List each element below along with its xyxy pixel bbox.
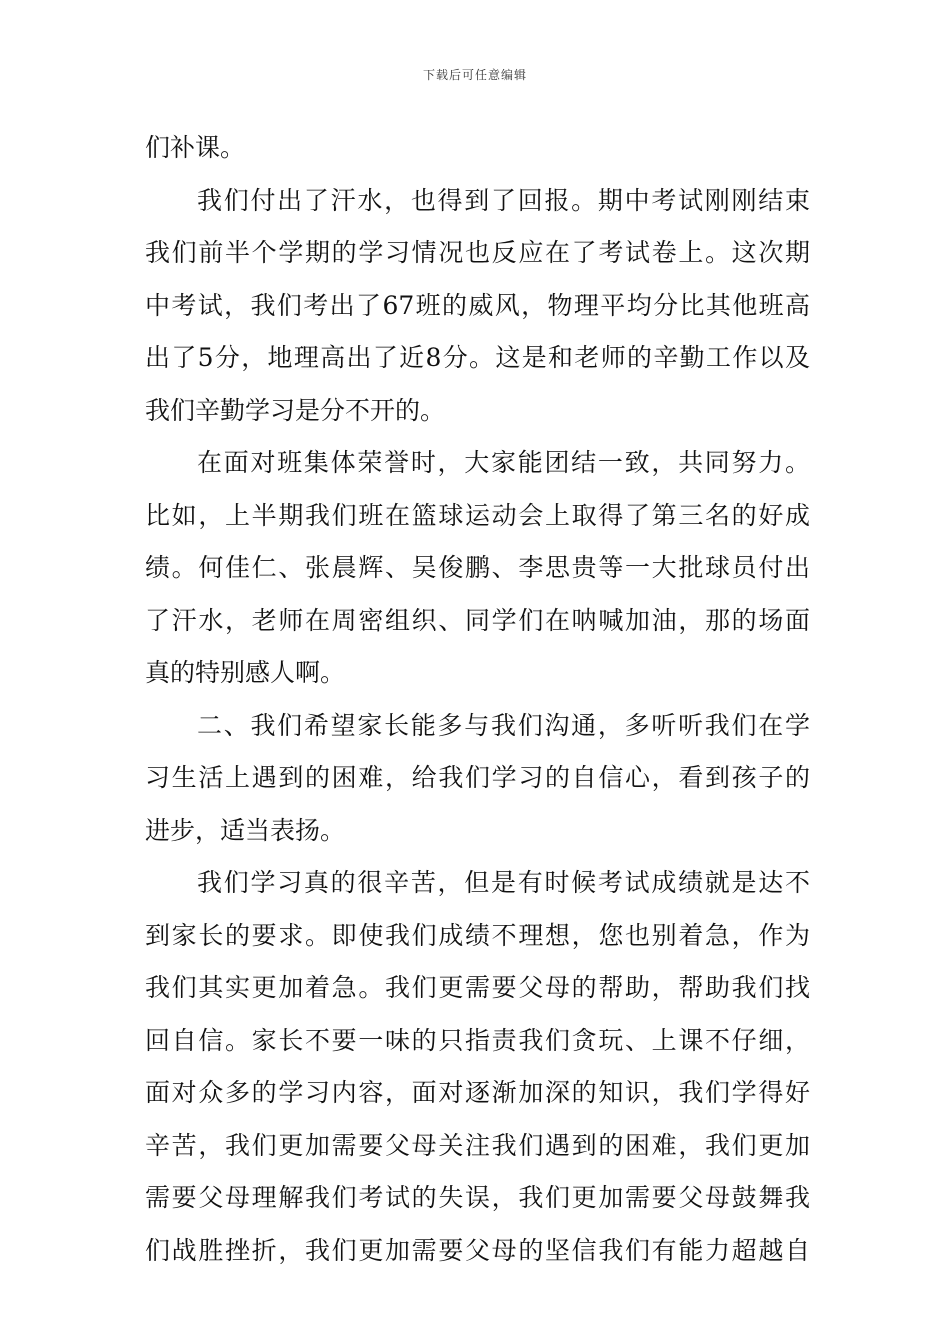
paragraph-first-line: 我们付出了汗水，也得到了回报。期中考试刚刚结束: [197, 185, 810, 215]
text-line: 中考试，我们考出了67班的威风，物理平均分比其他班高: [145, 290, 810, 320]
text-line: 出了5分，地理高出了近8分。这是和老师的辛勤工作以及: [145, 343, 810, 372]
paragraph-first-line: 我们学习真的很辛苦，但是有时候考试成绩就是达不: [197, 868, 810, 897]
paragraph-first-line: 在面对班集体荣誉时，大家能团结一致，共同努力。: [197, 448, 810, 477]
text-line: 习生活上遇到的困难，给我们学习的自信心，看到孩子的: [145, 763, 810, 792]
text-line: 辛苦，我们更加需要父母关注我们遇到的困难，我们更加: [145, 1130, 810, 1160]
text-line: 比如，上半期我们班在篮球运动会上取得了第三名的好成: [145, 500, 810, 530]
text-line: 我们其实更加着急。我们更需要父母的帮助，帮助我们找: [145, 973, 810, 1002]
text-line: 到家长的要求。即使我们成绩不理想，您也别着急，作为: [145, 920, 810, 950]
text-line: 回自信。家长不要一味的只指责我们贪玩、上课不仔细，: [145, 1025, 810, 1055]
text-line: 面对众多的学习内容，面对逐渐加深的知识，我们学得好: [145, 1078, 810, 1107]
text-line: 我们辛勤学习是分不开的。: [145, 395, 446, 425]
body-text: [145, 122, 810, 1277]
paragraph-first-line: 二、我们希望家长能多与我们沟通，多听听我们在学: [197, 710, 810, 740]
text-line: 真的特别感人啊。: [145, 658, 346, 687]
text-line: 们战胜挫折，我们更加需要父母的坚信我们有能力超越自: [145, 1235, 810, 1265]
text-line: 了汗水，老师在周密组织、同学们在呐喊加油，那的场面: [145, 605, 810, 635]
text-line: 绩。何佳仁、张晨辉、吴俊鹏、李思贵等一大批球员付出: [145, 553, 810, 582]
text-line: 我们前半个学期的学习情况也反应在了考试卷上。这次期: [145, 238, 810, 267]
text-line: 们补课。: [145, 133, 246, 162]
text-line: 需要父母理解我们考试的失误，我们更加需要父母鼓舞我: [145, 1183, 810, 1212]
text-line: 进步，适当表扬。: [145, 815, 346, 845]
page-header: 下载后可任意编辑: [422, 68, 527, 82]
